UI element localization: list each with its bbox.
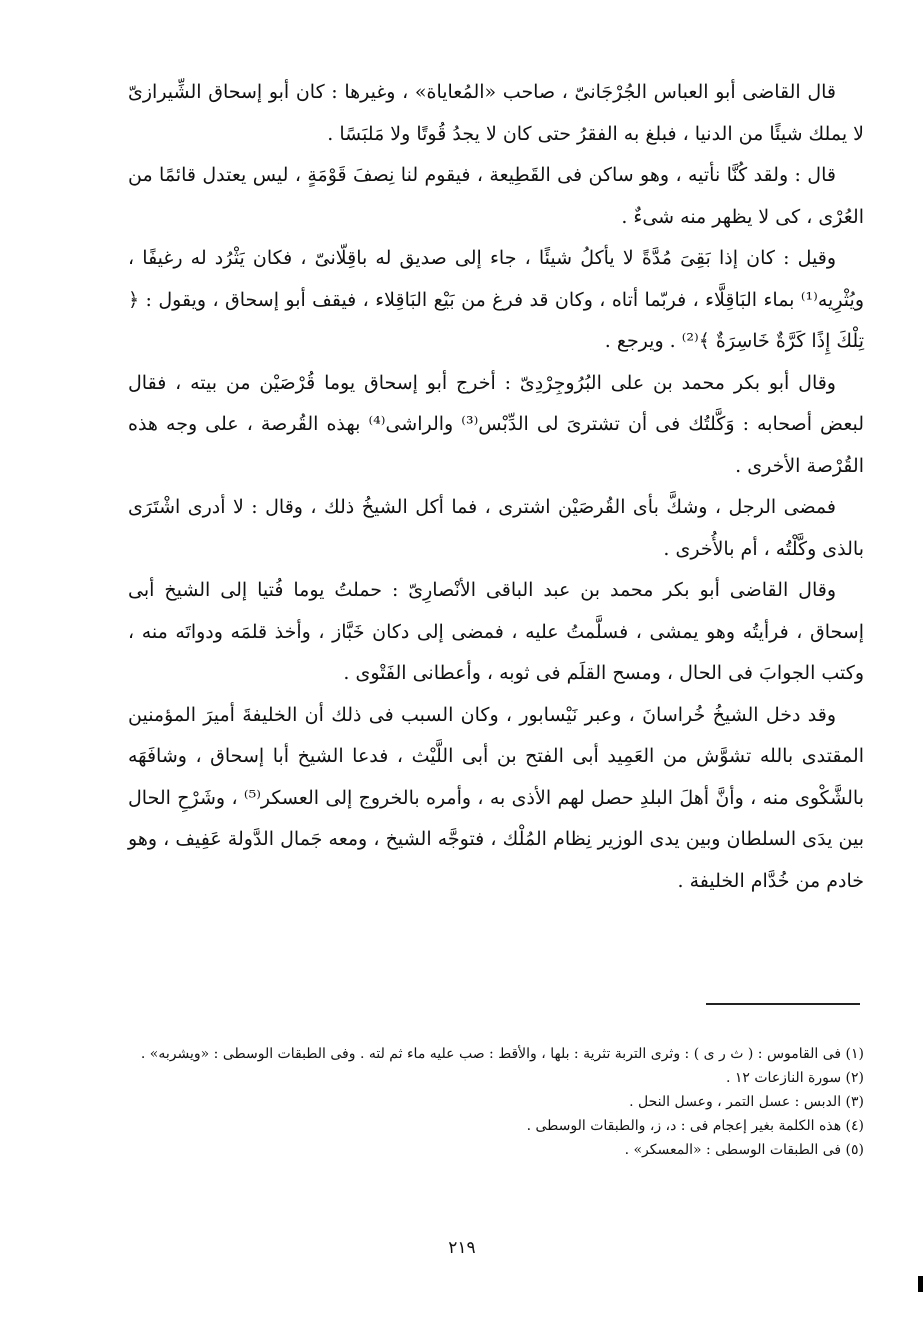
paragraph-7: وقد دخل الشيخُ خُراسانَ ، وعبر نَيْسابور ، وكان السبب فى ذلك أن الخليفةَ أميرَ المؤمنين المقتدى بالله تشوَّش من العَمِيد أبى الفتح بن أبى اللَّيْث ، فدعا الشيخ أبا إسحاق ، وشافَهَه بالشَّكْوى منه ، وأنَّ أهلَ البلدِ حصل لهم الأذى به ، وأمره بالخروج إلى العسكر⁽⁵⁾ ، وشَرْحِ الحال بين يدَى السلطان وبين يدى الوزير نِظام المُلْك ، فتوجَّه الشيخ ، ومعه جَمال الدَّولة عَفِيف ، وهو خادم من خُدَّام الخليفة . [128,703,864,892]
main-text [128,72,864,902]
paragraph-2: قال : ولقد كُنَّا نأتيه ، وهو ساكن فى القَطِيعة ، فيقوم لنا نِصفَ قَوْمَةٍ ، ليس يعتدل قائمًا من العُرْى ، كى لا يظهر منه شىءٌ . [128,164,864,228]
page-number: ٢١٩ [448,1238,476,1258]
footnote-3: (٣) الدبس : عسل التمر ، وعسل النحل . [629,1094,864,1110]
scan-edge-mark [918,1276,923,1292]
paragraph-3: وقيل : كان إذا بَقِىَ مُدَّةً لا يأكلُ شيئًا ، جاء إلى صديق له باقِلّانىّ ، فكان يَثْرُد له رغيفًا ، ويُثْرِيه⁽¹⁾ بماء البَاقِلَّاء ، فربّما أتاه ، وكان قد فرغ من بَيْع البَاقِلاء ، فيقف أبو إسحاق ، ويقول : ﴿ تِلْكَ إِذًا كَرَّةٌ خَاسِرَةٌ ﴾⁽²⁾ . ويرجع . [128,247,864,352]
footnote-separator [706,1003,860,1005]
footnote-1: (١) فى القاموس : ( ث ر ى ) : وثرى التربة تثرية : بلها ، والأقط : صب عليه ماء ثم لته . وفى الطبقات الوسطى : «ويشربه» . [140,1046,864,1062]
paragraph-1: قال القاضى أبو العباس الجُرْجَانىّ ، صاحب «المُعاياة» ، وغيرها : كان أبو إسحاق الشِّيرازىّ لا يملك شيئًا من الدنيا ، فبلغ به الفقرُ حتى كان لا يجدُ قُوتًا ولا مَلبَسًا . [128,81,864,145]
paragraph-5: فمضى الرجل ، وشكَّ بأى القُرصَيْن اشترى ، فما أكل الشيخُ ذلك ، وقال : لا أدرى اشْتَرَى بالذى وكَّلْتُه ، أم بالأُخرى . [128,496,864,560]
footnote-4: (٤) هذه الكلمة بغير إعجام فى : د، ز، والطبقات الوسطى . [526,1118,864,1134]
paragraph-6: وقال القاضى أبو بكر محمد بن عبد الباقى الأنْصارِىّ : حملتُ يوما فُتيا إلى الشيخ أبى إسحاق ، فرأيتُه وهو يمشى ، فسلَّمتُ عليه ، فمضى إلى دكان خَبَّاز ، وأخذ قلمَه ودواتَه منه ، وكتب الجوابَ فى الحال ، ومسح القلَم فى ثوبه ، وأعطانى الفَتْوى . [128,579,864,684]
footnotes [128,1042,864,1162]
paragraph-4: وقال أبو بكر محمد بن على البُرُوجِرْدِىّ : أخرج أبو إسحاق يوما قُرْصَيْن من بيته ، فقال لبعض أصحابه : وَكَّلتُك فى أن تشترىَ لى الدِّبْس⁽³⁾ والراشى⁽⁴⁾ بهذه القُرصة ، على وجه هذه القُرْصة الأخرى . [128,371,865,477]
footnote-5: (٥) فى الطبقات الوسطى : «المعسكر» . [624,1142,864,1158]
footnote-2: (٢) سورة النازعات ١٢ . [725,1070,864,1086]
